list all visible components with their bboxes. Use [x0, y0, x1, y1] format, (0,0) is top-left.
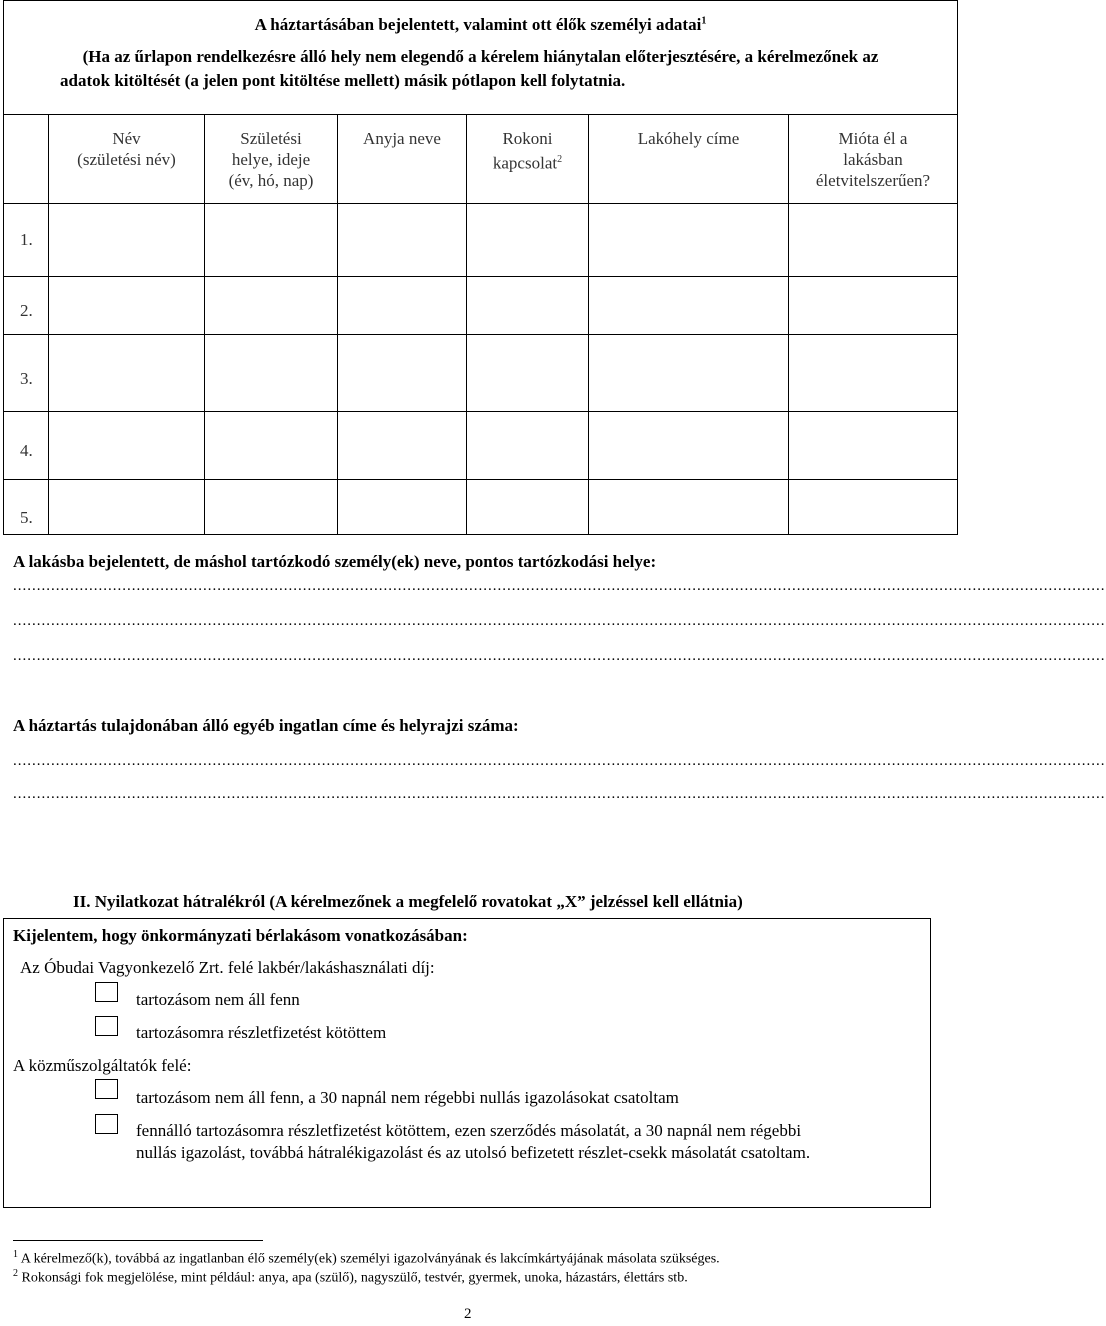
household-table: [3, 0, 958, 535]
row-number: 2.: [20, 301, 33, 320]
option-utility-installment-line1: fennálló tartozásomra részletfizetést kötöttem, ezen szerződés másolatát, a 30 napnál nem régebbi: [136, 1121, 802, 1140]
option-no-rent-debt: tartozásom nem áll fenn: [136, 990, 300, 1009]
footnote-1: $^1$ A kérelmező(k), továbbá az ingatlanban élő személy(ek) személyi igazolványának és lakcímkártyájának másolata szükséges.: [13, 1249, 720, 1267]
absent-persons-label: A lakásba bejelentett, de máshol tartózkodó személy(ek) neve, pontos tartózkodási helye:: [13, 552, 657, 571]
footnote-separator: [13, 1240, 263, 1241]
col-header-since: Mióta él a lakásban életvitelszerűen?: [815, 129, 931, 190]
section2-heading: II. Nyilatkozat hátralékról (A kérelmezőnek a megfelelő rovatokat „X” jelzéssel kell ellátnia): [73, 892, 743, 911]
fill-line[interactable]: ......................................................................................................................................................................................................................................: [13, 648, 1106, 664]
col-header-mother: Anyja neve: [363, 129, 441, 148]
row-number: 4.: [20, 441, 33, 460]
col-header-address: Lakóhely címe: [637, 129, 740, 148]
row-number: 5.: [20, 508, 33, 527]
fill-line[interactable]: ......................................................................................................................................................................................................................................: [13, 753, 1106, 769]
property-label: A háztartás tulajdonában álló egyéb ingatlan címe és helyrajzi száma:: [13, 716, 519, 735]
col-header-relation: Rokoni kapcsolat$^2$: [492, 129, 563, 173]
option-rent-installment: tartozásomra részletfizetést kötöttem: [136, 1023, 387, 1042]
section-title: A háztartásában bejelentett, valamint ott élők személyi adatai$^1$: [254, 15, 707, 34]
checkbox-rent-installment[interactable]: [95, 1016, 118, 1036]
utilities-line: A közműszolgáltatók felé:: [13, 1056, 192, 1075]
footnote-2: $^2$ Rokonsági fok megjelölése, mint például: anya, apa (szülő), nagyszülő, testvér, gyermek, unoka, házastárs, élettárs stb.: [13, 1268, 688, 1286]
page-number: 2: [464, 1306, 472, 1322]
row-number: 1.: [20, 230, 33, 249]
company-line: Az Óbudai Vagyonkezelő Zrt. felé lakbér/lakáshasználati díj:: [20, 958, 435, 977]
checkbox-no-utility-debt[interactable]: [95, 1079, 118, 1099]
fill-line[interactable]: ......................................................................................................................................................................................................................................: [13, 613, 1106, 629]
checkbox-utility-installment[interactable]: [95, 1114, 118, 1134]
declare-text: Kijelentem, hogy önkormányzati bérlakásom vonatkozásában:: [13, 926, 468, 945]
divider: [4, 114, 957, 115]
row-number: 3.: [20, 369, 33, 388]
col-header-name: Név (születési név): [77, 129, 176, 169]
fill-line[interactable]: ......................................................................................................................................................................................................................................: [13, 578, 1106, 594]
section-note-line2: adatok kitöltését (a jelen pont kitöltése mellett) másik pótlapon kell folytatnia.: [60, 71, 626, 90]
fill-line[interactable]: ......................................................................................................................................................................................................................................: [13, 786, 1106, 802]
col-header-birth: Születési helye, ideje (év, hó, nap): [228, 129, 314, 190]
option-no-utility-debt: tartozásom nem áll fenn, a 30 napnál nem régebbi nullás igazolásokat csatoltam: [136, 1088, 679, 1107]
section-note-line1: (Ha az űrlapon rendelkezésre álló hely nem elegendő a kérelem hiánytalan előterjesztésére, a kérelmezőnek az: [82, 47, 879, 66]
checkbox-no-rent-debt[interactable]: [95, 982, 118, 1002]
option-utility-installment-line2: nullás igazolást, továbbá hátralékigazolást és az utolsó befizetett részlet-csekk másolatát csatoltam.: [136, 1143, 811, 1162]
